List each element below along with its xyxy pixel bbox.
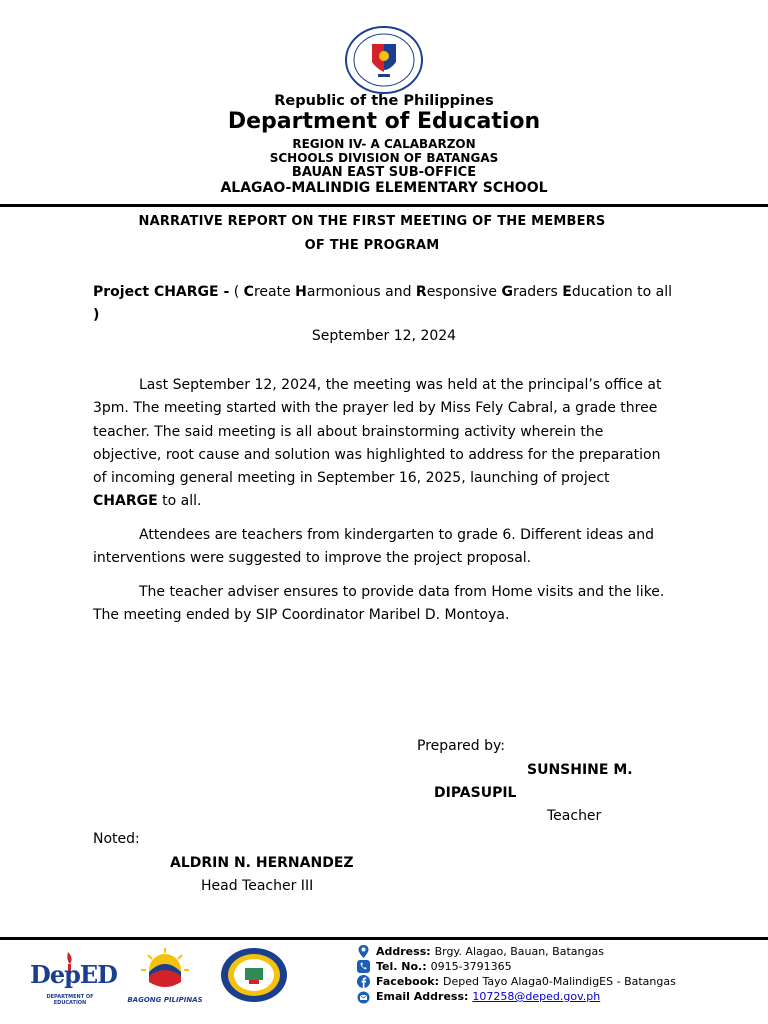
tel-value: 0915-3791365 [430,960,512,973]
footer-divider [0,937,768,940]
location-pin-icon [355,944,372,959]
deped-logo-text: DepED [30,960,117,989]
preparer-name-line1: SUNSHINE M. [527,762,633,778]
report-title-line2: OF THE PROGRAM [304,238,440,253]
division-label: SCHOOLS DIVISION OF BATANGAS [269,151,499,165]
preparer-name-line2: DIPASUPIL [434,785,517,801]
phone-icon [355,959,372,974]
report-title-line1: NARRATIVE REPORT ON THE FIRST MEETING OF THE MEMBERS [138,214,606,229]
email-icon [355,989,372,1004]
paragraph-1 [93,374,675,514]
acronym-letter-e: E [562,284,572,300]
region-label: REGION IV- A CALABARZON [292,137,476,151]
acronym-letter-r: R [415,284,427,300]
prepared-by-label: Prepared by: [417,738,505,754]
deped-seal [344,26,424,94]
report-title [80,210,664,258]
project-word-2: armonious and [306,284,416,300]
email-row [355,989,676,1004]
project-word-4: raders [512,284,563,300]
contact-info [355,944,676,1004]
email-label: Email Address: [376,990,469,1003]
address-value: Brgy. Alagao, Bauan, Batangas [434,945,604,958]
email-link[interactable]: 107258@deped.gov.ph [472,990,601,1003]
noter-name: ALDRIN N. HERNANDEZ [170,855,354,871]
acronym-letter-h: H [295,284,307,300]
project-label: Project CHARGE - [93,284,230,300]
project-word-3: esponsive [426,284,502,300]
header-divider [0,204,768,207]
preparer-role: Teacher [547,808,602,824]
facebook-row [355,974,676,989]
department-title: Department of Education [227,109,541,134]
school-name: ALAGAO-MALINDIG ELEMENTARY SCHOOL [220,180,548,196]
acronym-letter-c: C [243,284,254,300]
report-date: September 12, 2024 [311,328,457,344]
paragraph-3: The teacher adviser ensures to provide data from Home visits and the like. The meeting ended by SIP Coordinator Maribel D. Montoya. [93,584,665,624]
republic-label: Republic of the Philippines [274,93,494,109]
facebook-label: Facebook: [376,975,439,988]
bagong-pilipinas-logo [124,946,206,1008]
paragraph-2: Attendees are teachers from kindergarten to grade 6. Different ideas and interventions were suggested to improve the project proposal. [93,527,655,567]
open-paren: ( [233,284,244,300]
facebook-icon [355,974,372,989]
school-logo [219,946,289,1004]
facebook-value: Deped Tayo Alaga0-MalindigES - Batangas [442,975,676,988]
acronym-letter-g: G [501,284,513,300]
noter-role: Head Teacher III [201,878,314,894]
project-word-5: ducation to all [571,284,673,300]
tel-label: Tel. No.: [376,960,427,973]
deped-logo-caption: DEPARTMENT OF EDUCATION [46,994,94,1006]
address-row [355,944,676,959]
paragraph-1-end: to all. [157,493,202,510]
paragraph-1-text: Last September 12, 2024, the meeting was held at the principal’s office at 3pm. The meeting started with the prayer led by Miss Fely Cabral, a grade three teacher. The said meeting is all about brainstorming activity wherein the objective, root cause and solution was highlighted to address for the preparation of incoming general meeting in September 16, 2025, launching of project [93,377,662,487]
noted-label: Noted: [93,831,140,847]
bagong-pilipinas-text: BAGONG PILIPINAS [127,996,203,1004]
close-paren: ) [93,307,100,323]
project-line [93,281,673,327]
tel-row [355,959,676,974]
sub-office-label: BAUAN EAST SUB-OFFICE [291,165,477,180]
address-label: Address: [376,945,431,958]
deped-logo [30,948,117,1006]
project-word-1: reate [253,284,296,300]
paragraph-1-bold: CHARGE [93,493,158,510]
